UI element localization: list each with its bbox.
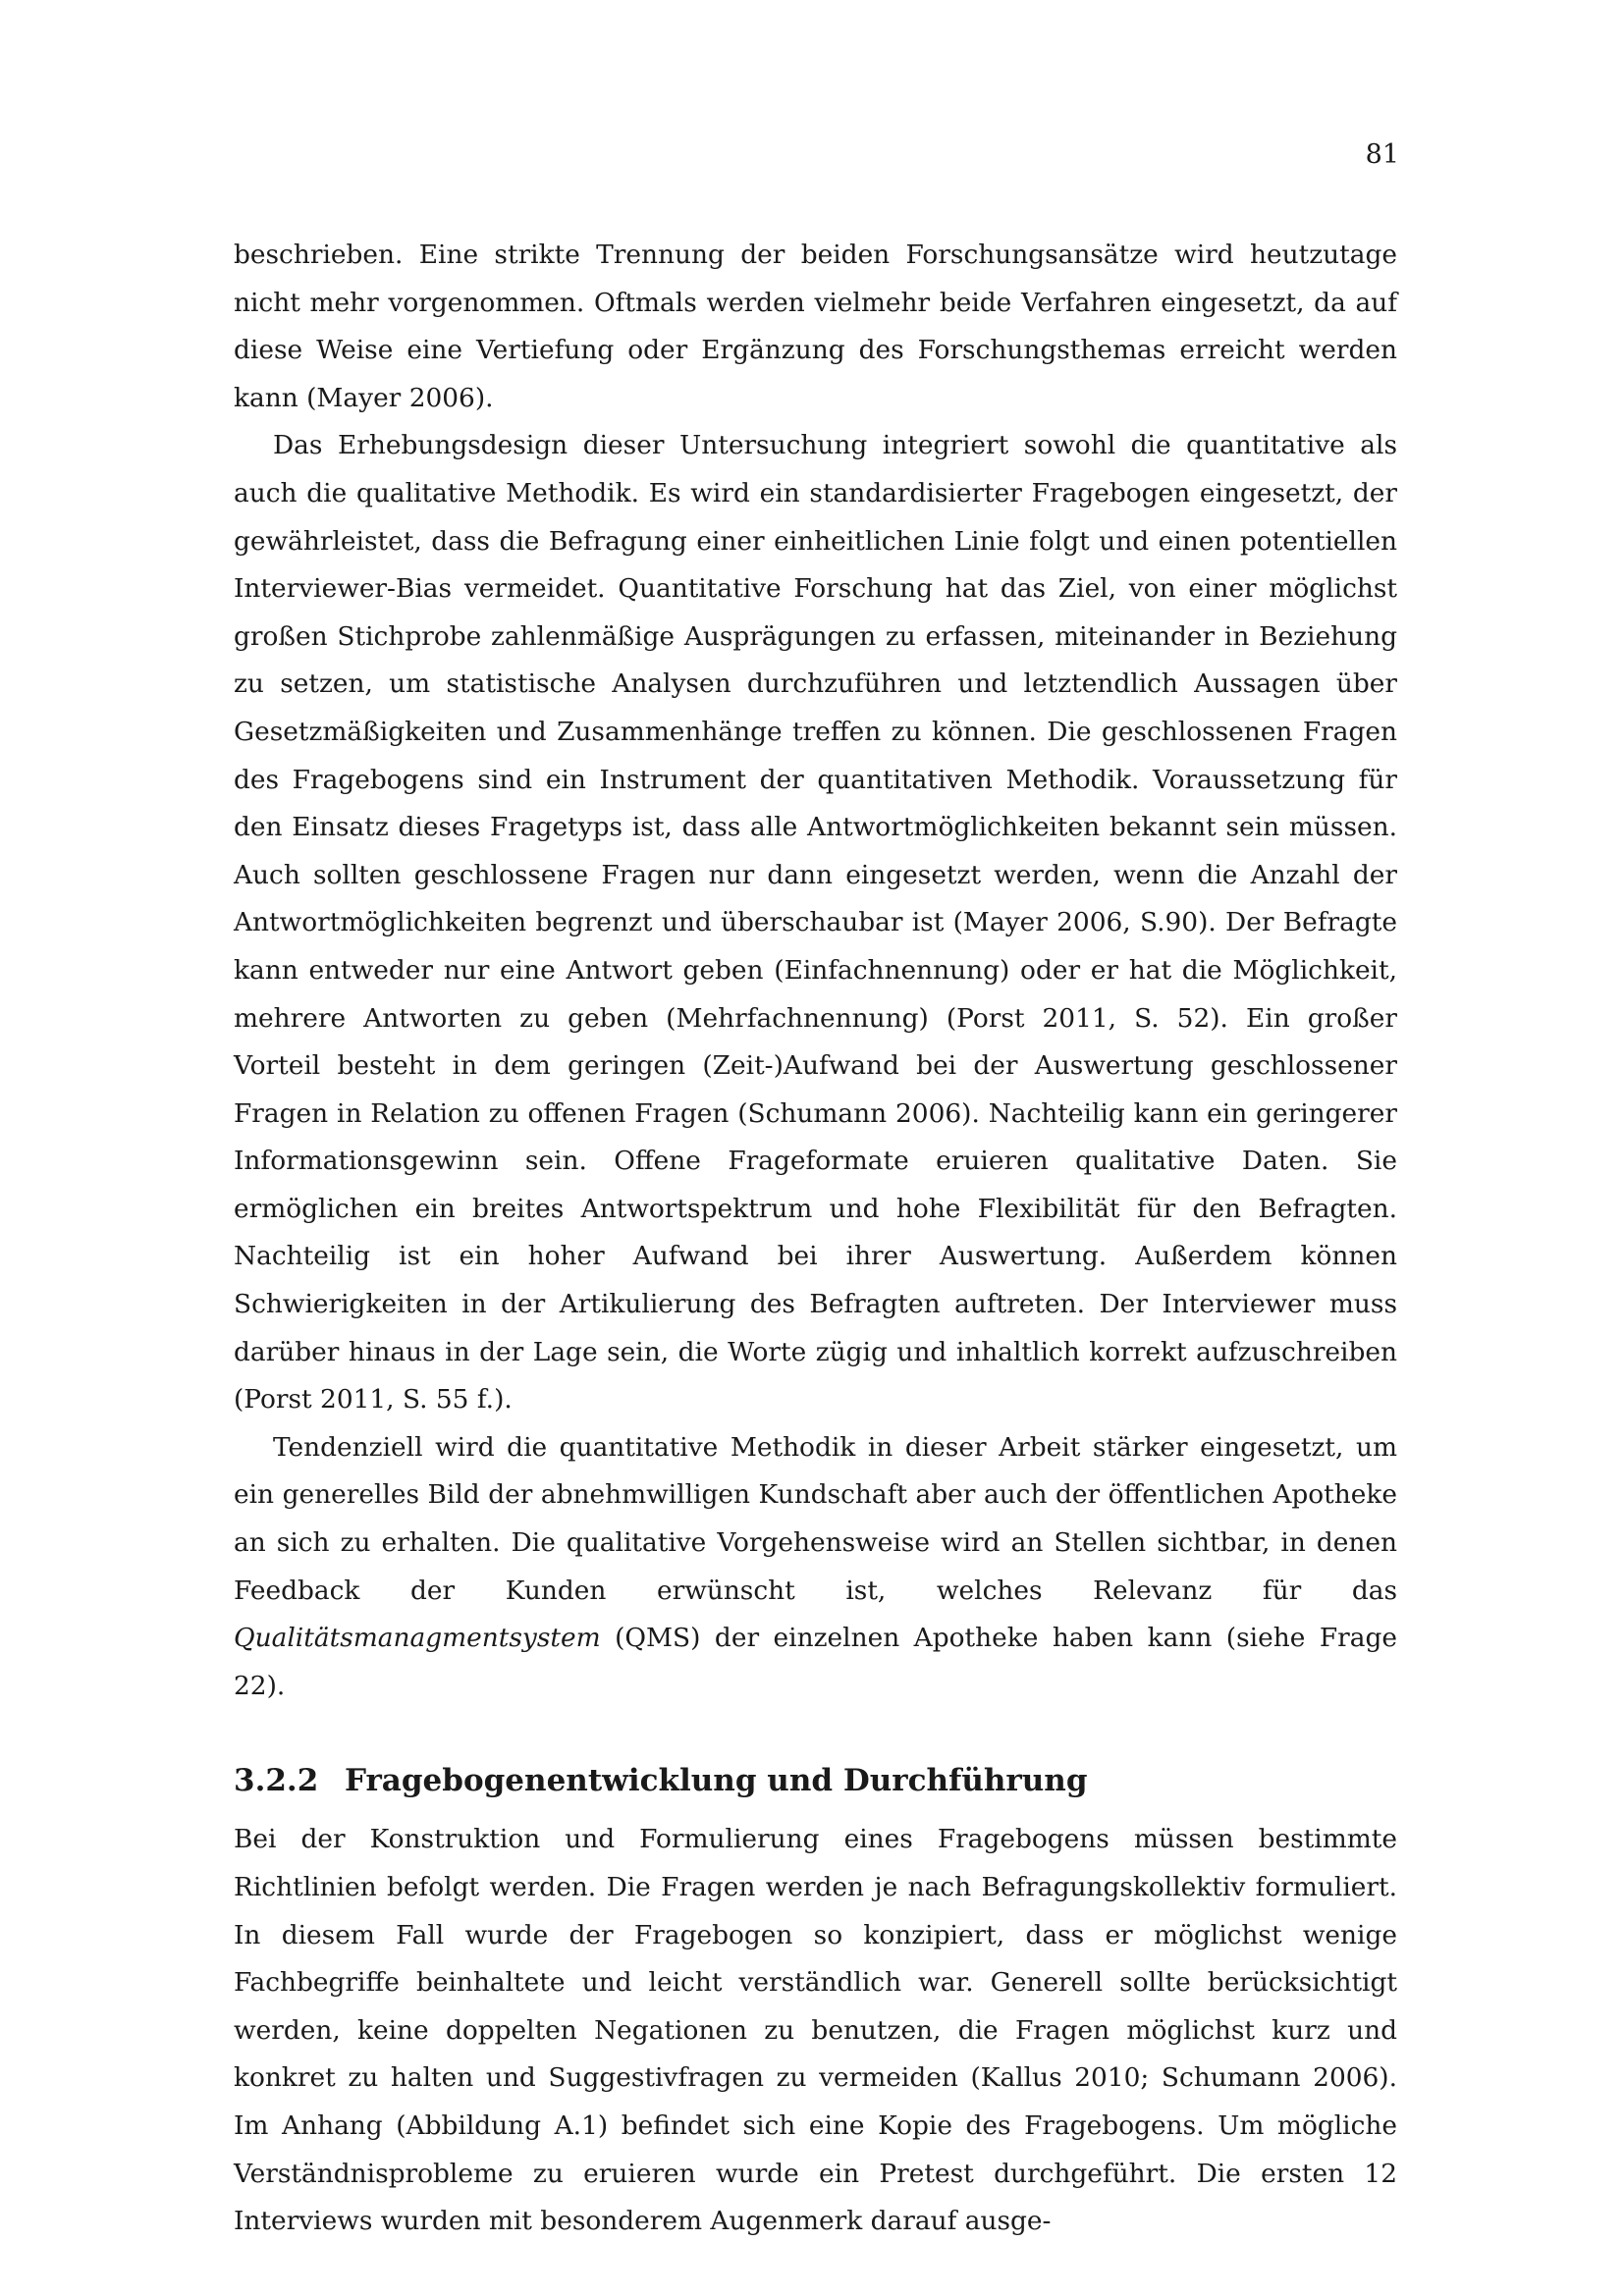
page-body [234, 232, 1397, 2246]
section-title: Fragebogenentwicklung und Durchführung [345, 1763, 1088, 1799]
section-number: 3.2.2 [234, 1763, 319, 1799]
paragraph-erhebungsdesign: Das Erhebungsdesign dieser Untersuchung integriert sowohl die quantitative als auch die qualitative Methodik. Es wird ein standardisierter Fragebogen eingesetzt, der gewährleistet, dass die Befragung einer einheitlichen Linie folgt und einen potentiellen Interviewer-Bias vermeidet. Quantitative Forschung hat das Ziel, von einer möglichst großen Stichprobe zahlenmäßige Ausprägungen zu erfassen, miteinander in Beziehung zu setzen, um statistische Analysen durchzuführen und letztendlich Aussagen über Gesetzmäßigkeiten und Zusammenhänge treffen zu können. Die geschlossenen Fragen des Fragebogens sind ein Instrument der quantitativen Methodik. Voraussetzung für den Einsatz dieses Fragetyps ist, dass alle Antwortmöglichkeiten bekannt sein müssen. Auch sollten geschlossene Fragen nur dann eingesetzt werden, wenn die Anzahl der Antwortmöglichkeiten begrenzt und überschaubar ist (Mayer 2006, S.90). Der Befragte kann entweder nur eine Antwort geben (Einfachnennung) oder er hat die Möglichkeit, mehrere Antworten zu geben (Mehrfachnennung) (Porst 2011, S. 52). Ein großer Vorteil besteht in dem geringen (Zeit-)Aufwand bei der Auswertung geschlossener Fragen in Relation zu offenen Fragen (Schumann 2006). Nachteilig kann ein geringerer Informationsgewinn sein. Offene Frageformate eruieren qualitative Daten. Sie ermöglichen ein breites Antwortspektrum und hohe Flexibilität für den Befragten. Nachteilig ist ein hoher Aufwand bei ihrer Auswertung. Außerdem können Schwierigkeiten in der Artikulierung des Befragten auftreten. Der Interviewer muss darüber hinaus in der Lage sein, die Worte zügig und inhaltlich korrekt aufzuschreiben (Porst 2011, S. 55 f.). [234, 430, 1397, 1415]
paragraph-tendenziell [234, 1424, 1397, 1711]
paragraph-text-part: (QMS) der einzelnen Apotheke haben kann (siehe Frage 22). [234, 1623, 1397, 1701]
qms-term: Qualitätsmanagmentsystem [234, 1623, 601, 1654]
paragraph-konstruktion: Bei der Konstruktion und Formulierung eines Fragebogens müssen bestimmte Richtlinien befolgt werden. Die Fragen werden je nach Befragungskollektiv formuliert. In diesem Fall wurde der Fragebogen so konzipiert, dass er möglichst wenige Fachbegriffe beinhaltete und leicht verständlich war. Generell sollte berücksichtigt werden, keine doppelten Negationen zu benutzen, die Fragen möglichst kurz und konkret zu halten und Suggestivfragen zu vermeiden (Kallus 2010; Schumann 2006). Im Anhang (Abbildung A.1) befindet sich eine Kopie des Fragebogens. Um mögliche Verständnisprobleme zu eruieren wurde ein Pretest durchgeführt. Die ersten 12 Interviews wurden mit besonderem Augenmerk darauf ausge- [234, 1824, 1397, 2237]
paragraph-text-part: Tendenziell wird die quantitative Methodik in dieser Arbeit stärker eingesetzt, um ein generelles Bild der abnehmwilligen Kundschaft aber auch der öffentlichen Apotheke an sich zu erhalten. Die qualitative Vorgehensweise wird an Stellen sichtbar, in denen Feedback der Kunden erwünscht ist, welches Relevanz für das [234, 1431, 1397, 1606]
section-heading [234, 1757, 1397, 1804]
page-number: 81 [1365, 139, 1399, 170]
paragraph-continuation: beschrieben. Eine strikte Trennung der beiden Forschungsansätze wird heutzutage nicht mehr vorgenommen. Oftmals werden vielmehr beide Verfahren eingesetzt, da auf diese Weise eine Vertiefung oder Ergänzung des Forschungsthemas erreicht werden kann (Mayer 2006). [234, 240, 1397, 413]
